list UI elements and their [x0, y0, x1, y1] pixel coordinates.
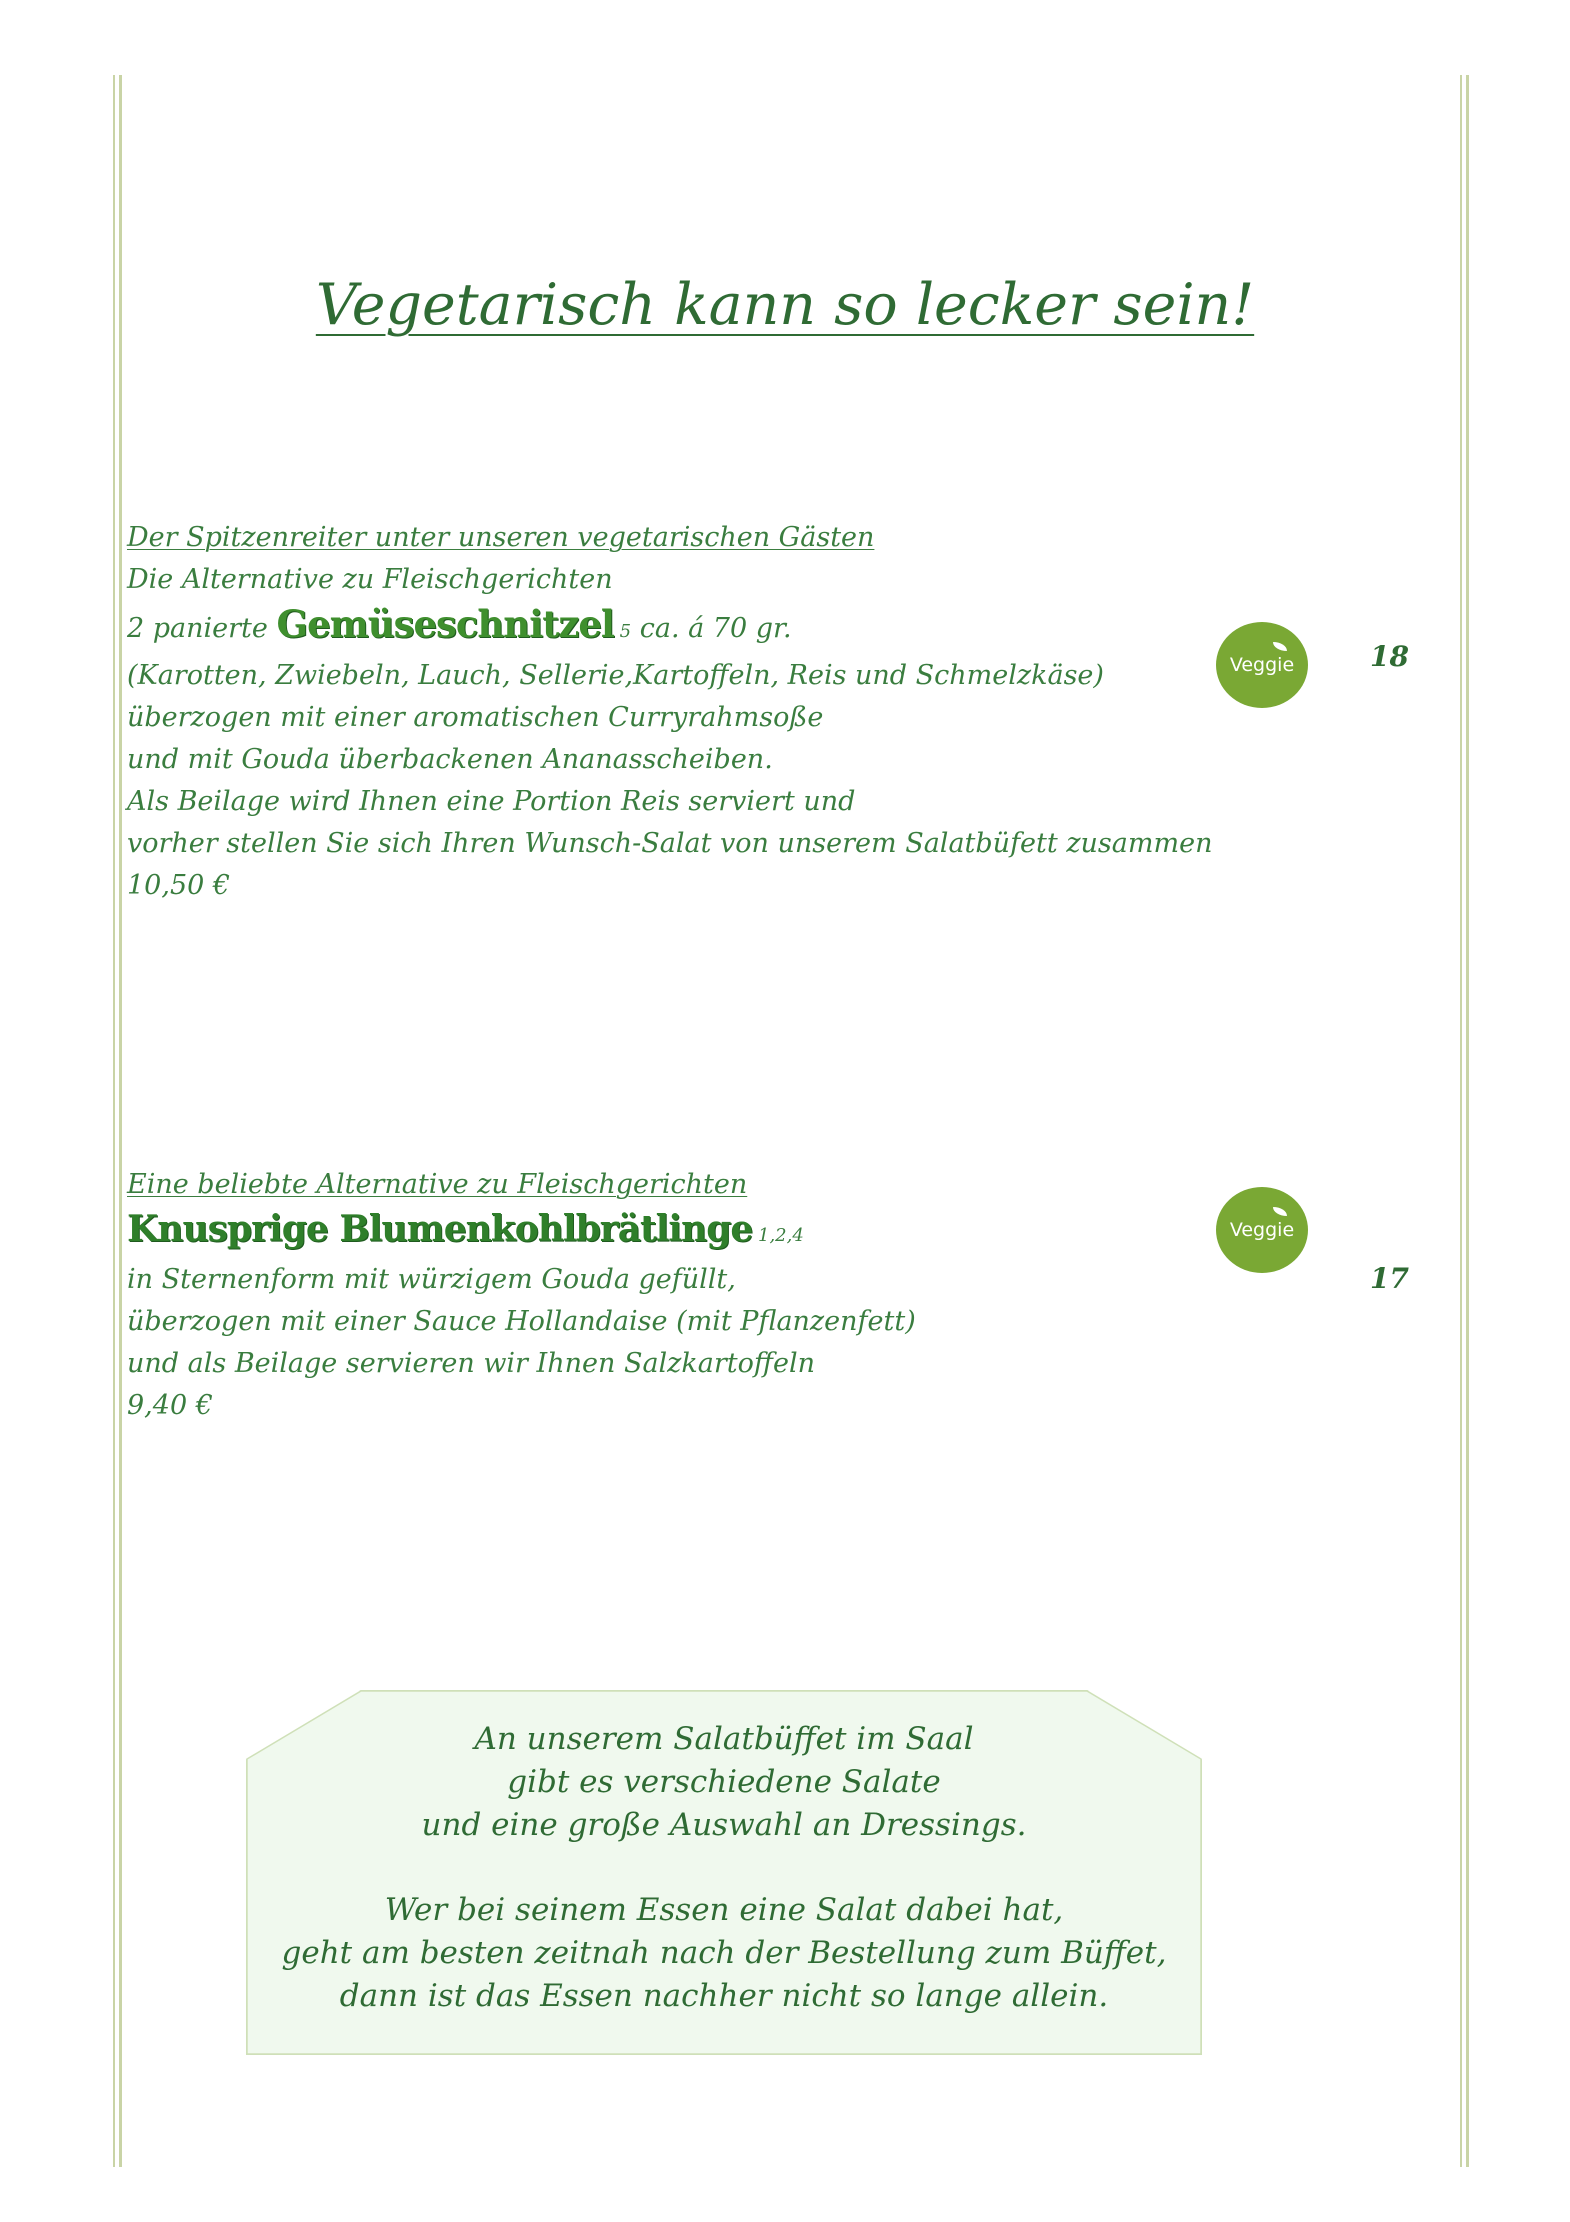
dish-name-row: [127, 1206, 916, 1259]
menu-item-gemueseschnitzel: [127, 517, 1212, 907]
veggie-badge-icon: [1216, 1187, 1308, 1273]
dish-description-line: überzogen mit einer Sauce Hollandaise (mit Pflanzenfett): [127, 1306, 916, 1337]
dish-description-line: überzogen mit einer aromatischen Curryrahmsoße: [127, 702, 824, 733]
dish-price: 9,40 €: [127, 1390, 213, 1421]
page-border-right: [1460, 75, 1469, 2167]
dish-name: Knusprige Blumenkohlbrätlinge: [127, 1208, 753, 1250]
dish-price: 10,50 €: [127, 870, 231, 901]
dish-number: 17: [1370, 1262, 1409, 1295]
leaf-icon: [1273, 1207, 1287, 1216]
dish-tagline: Eine beliebte Alternative zu Fleischgerichten: [127, 1169, 748, 1200]
dish-number: 18: [1370, 640, 1409, 673]
dish-name-row: [127, 601, 1212, 655]
dish-description-line: (Karotten, Zwiebeln, Lauch, Sellerie,Kartoffeln, Reis und Schmelzkäse): [127, 660, 1104, 691]
leaf-icon: [1273, 642, 1287, 651]
dish-description-line: in Sternenform mit würzigem Gouda gefüllt,: [127, 1264, 736, 1295]
dish-allergens: 5: [613, 621, 632, 642]
dish-name-prefix: 2 panierte: [127, 613, 277, 644]
dish-tagline: Der Spitzenreiter unter unseren vegetarischen Gästen: [127, 522, 875, 553]
info-line: geht am besten zeitnah nach der Bestellung zum Büffet,: [281, 1935, 1167, 1971]
info-line: gibt es verschiedene Salate: [507, 1764, 941, 1800]
page-title: Vegetarisch kann so lecker sein!: [315, 272, 1255, 338]
info-line: und eine große Auswahl an Dressings.: [421, 1807, 1027, 1843]
dish-subtitle: Die Alternative zu Fleischgerichten: [127, 564, 613, 595]
dish-name: Gemüseschnitzel: [276, 602, 614, 646]
menu-item-blumenkohlbraetlinge: [127, 1164, 916, 1427]
dish-description-line: vorher stellen Sie sich Ihren Wunsch-Salat von unserem Salatbüfett zusammen: [127, 828, 1213, 859]
dish-allergens: 1,2,4: [752, 1225, 804, 1246]
veggie-badge-label: Veggie: [1229, 654, 1295, 676]
info-paragraph-buffet: [246, 1718, 1202, 1847]
info-line: Wer bei seinem Essen eine Salat dabei hat,: [384, 1892, 1064, 1928]
info-line: dann ist das Essen nachher nicht so lange allein.: [339, 1978, 1109, 2014]
veggie-badge-label: Veggie: [1229, 1219, 1295, 1241]
info-line: An unserem Salatbüffet im Saal: [474, 1721, 974, 1757]
page-border-left: [113, 75, 122, 2167]
dish-description-line: und als Beilage servieren wir Ihnen Salzkartoffeln: [127, 1348, 815, 1379]
dish-portion: ca. á 70 gr.: [631, 613, 792, 644]
dish-description-line: Als Beilage wird Ihnen eine Portion Reis serviert und: [127, 786, 856, 817]
veggie-badge-icon: [1216, 622, 1308, 708]
info-paragraph-advice: [246, 1889, 1202, 2018]
dish-description-line: und mit Gouda überbackenen Ananasscheiben.: [127, 744, 773, 775]
